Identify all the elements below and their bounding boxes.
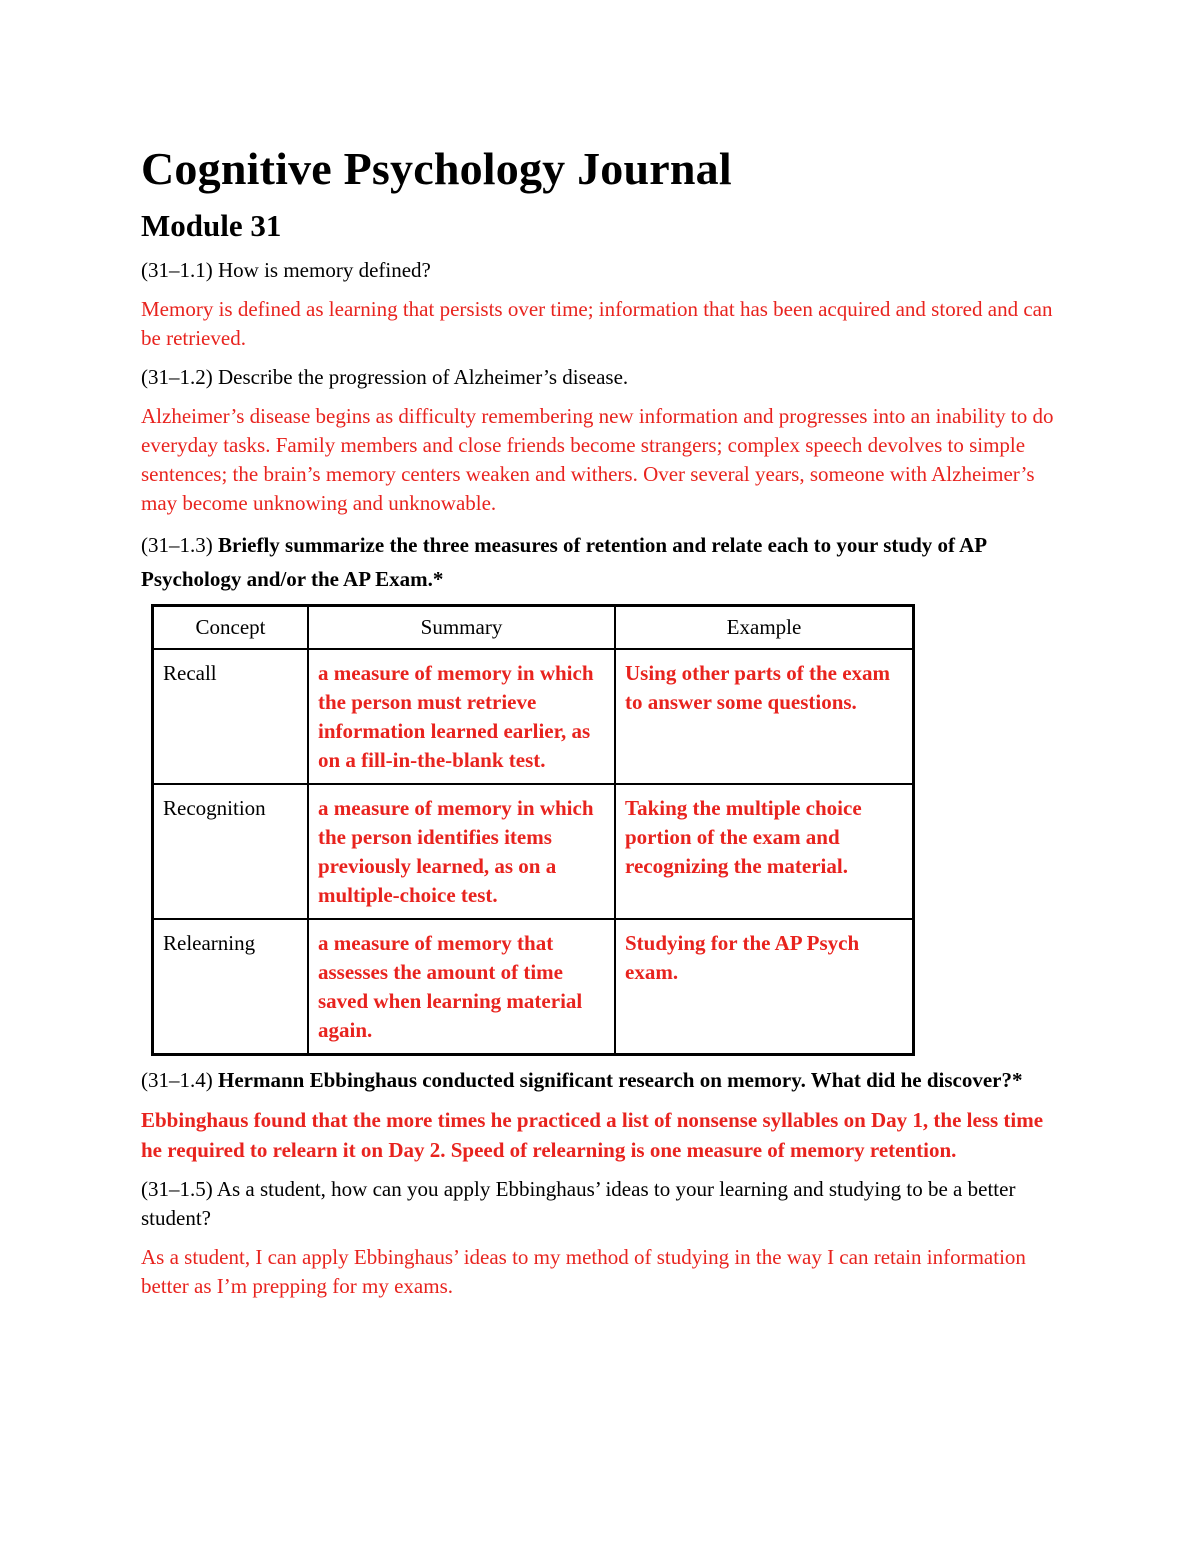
example-cell: Taking the multiple choice portion of the exam and recognizing the material.: [615, 784, 914, 919]
summary-cell: a measure of memory in which the person must retrieve information learned earlier, as on a fill-in-the-blank test.: [308, 649, 615, 784]
header-concept: Concept: [153, 606, 309, 650]
question-2: [141, 363, 1060, 392]
page-title: Cognitive Psychology Journal: [141, 143, 732, 194]
table-row: [153, 784, 914, 919]
example-cell: Studying for the AP Psych exam.: [615, 919, 914, 1055]
question-5: [141, 1175, 1060, 1233]
question-number: (31–1.3): [141, 533, 213, 557]
concept-cell: Relearning: [153, 919, 309, 1055]
example-cell: Using other parts of the exam to answer some questions.: [615, 649, 914, 784]
header-example: Example: [615, 606, 914, 650]
question-number: (31–1.2): [141, 365, 213, 389]
answer-5: As a student, I can apply Ebbinghaus’ ideas to my method of studying in the way I can retain information better as I’m prepping for my exams.: [141, 1245, 1026, 1298]
question-4: [141, 1066, 1060, 1095]
header-summary: Summary: [308, 606, 615, 650]
question-3: [141, 528, 1060, 596]
question-number: (31–1.5): [141, 1177, 213, 1201]
question-number: (31–1.4): [141, 1068, 213, 1092]
answer-2: Alzheimer’s disease begins as difficulty remembering new information and progresses into an inability to do everyday tasks. Family members and close friends become strangers; complex speech devolves to simple sentences; the brain’s memory centers weaken and withers. Over several years, someone with Alzheimer’s may become unknowing and unknowable.: [141, 404, 1054, 515]
retention-measures-table: [151, 604, 915, 1056]
question-number: (31–1.1): [141, 258, 213, 282]
concept-cell: Recall: [153, 649, 309, 784]
question-text: Hermann Ebbinghaus conducted significant research on memory. What did he discover?*: [212, 1068, 1023, 1092]
question-text: Describe the progression of Alzheimer’s disease.: [212, 365, 629, 389]
question-1: [141, 256, 1060, 285]
table-header-row: [153, 606, 914, 650]
question-text: Briefly summarize the three measures of retention and relate each to your study of AP Psychology and/or the AP Exam.*: [141, 533, 986, 591]
table-row: [153, 649, 914, 784]
question-text: As a student, how can you apply Ebbinghaus’ ideas to your learning and studying to be a better student?: [141, 1177, 1016, 1230]
answer-1: Memory is defined as learning that persists over time; information that has been acquired and stored and can be retrieved.: [141, 297, 1053, 350]
module-heading: Module 31: [141, 208, 282, 243]
table-row: [153, 919, 914, 1055]
summary-cell: a measure of memory that assesses the amount of time saved when learning material again.: [308, 919, 615, 1055]
answer-4: Ebbinghaus found that the more times he practiced a list of nonsense syllables on Day 1, the less time he required to relearn it on Day 2. Speed of relearning is one measure of memory retention.: [141, 1108, 1044, 1162]
question-text: How is memory defined?: [212, 258, 431, 282]
concept-cell: Recognition: [153, 784, 309, 919]
summary-cell: a measure of memory in which the person identifies items previously learned, as on a multiple-choice test.: [308, 784, 615, 919]
